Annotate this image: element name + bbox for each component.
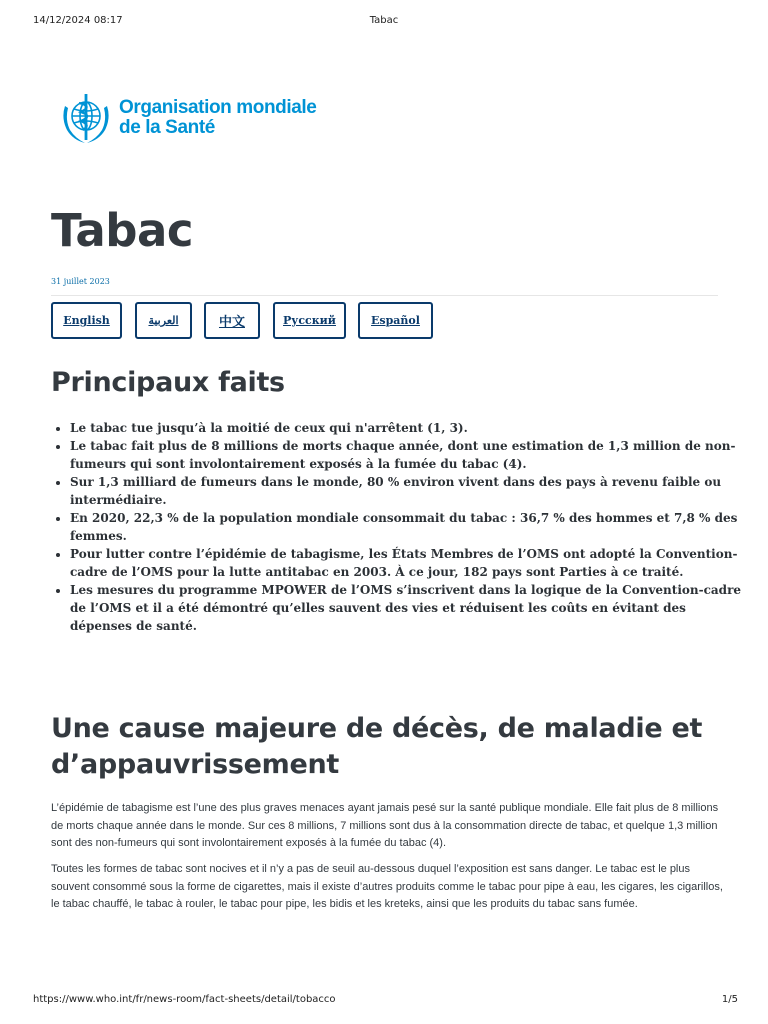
- who-emblem-icon: [57, 88, 115, 146]
- list-item: • En 2020, 22,3 % de la population mondiale consommait du tabac : 36,7 % des hommes et 7,8 % des femmes.: [70, 509, 742, 545]
- list-item: • Pour lutter contre l’épidémie de tabagisme, les États Membres de l’OMS ont adopté la Convention-cadre de l’OMS pour la lutte antitabac en 2003. À ce jour, 182 pays sont Parties à ce traité.: [70, 545, 742, 581]
- list-item: • Sur 1,3 milliard de fumeurs dans le monde, 80 % environ vivent dans des pays à revenu faible ou intermédiaire.: [70, 473, 742, 509]
- language-russian-button[interactable]: Русский: [273, 302, 346, 339]
- language-spanish-button[interactable]: Español: [358, 302, 433, 339]
- organization-name: Organisation mondiale de la Santé: [119, 97, 317, 138]
- list-item: • Le tabac fait plus de 8 millions de morts chaque année, dont une estimation de 1,3 million de non-fumeurs qui sont involontairement exposés à la fumée du tabac (4).: [70, 437, 742, 473]
- publication-date: 31 juillet 2023: [51, 277, 110, 286]
- language-english-button[interactable]: English: [51, 302, 122, 339]
- page-count: 1/5: [721, 994, 738, 1005]
- key-facts-heading: Principaux faits: [51, 367, 285, 398]
- body-paragraph: Toutes les formes de tabac sont nocives et il n’y a pas de seuil au-dessous duquel l’exposition est sans danger. Le tabac est le plus souvent consommé sous la forme de cigarettes, mais il existe d’autres produits comme le tabac pour pipe à eau, les cigares, les cigarillos, le tabac chauffé, le tabac à rouler, le tabac pour pipe, les bidis et les kreteks, ainsi que les produits du tabac sans fumée.: [51, 863, 723, 910]
- page-title: Tabac: [51, 204, 194, 257]
- print-title: Tabac: [369, 15, 399, 26]
- body-paragraph: L’épidémie de tabagisme est l’une des plus graves menaces ayant jamais pesé sur la santé publique mondiale. Elle fait plus de 8 millions de morts chaque année dans le monde. Sur ces 8 millions, 7 millions sont dus à la consommation directe de tabac, et quelque 1,3 million sont des non-fumeurs qui sont involontairement exposés à la fumée du tabac (4).: [51, 802, 719, 849]
- divider: [51, 295, 718, 296]
- print-date: 14/12/2024 08:17: [33, 15, 123, 26]
- who-logo[interactable]: [57, 88, 317, 150]
- print-url: https://www.who.int/fr/news-room/fact-sheets/detail/tobacco: [33, 994, 336, 1005]
- language-chinese-button[interactable]: 中文: [204, 302, 260, 339]
- key-facts-list: [51, 419, 742, 635]
- language-arabic-button[interactable]: العربية: [135, 302, 192, 339]
- list-item: • Le tabac tue jusqu’à la moitié de ceux qui n'arrêtent (1, 3).: [70, 419, 742, 437]
- print-footer: [0, 994, 768, 1010]
- list-item: • Les mesures du programme MPOWER de l’OMS s’inscrivent dans la logique de la Convention-cadre de l’OMS et il a été démontré qu’elles sauvent des vies et réduisent les coûts en évitant des dépenses de santé.: [70, 581, 742, 635]
- section-heading: Une cause majeure de décès, de maladie et d’appauvrissement: [51, 713, 703, 780]
- print-header: [0, 15, 768, 31]
